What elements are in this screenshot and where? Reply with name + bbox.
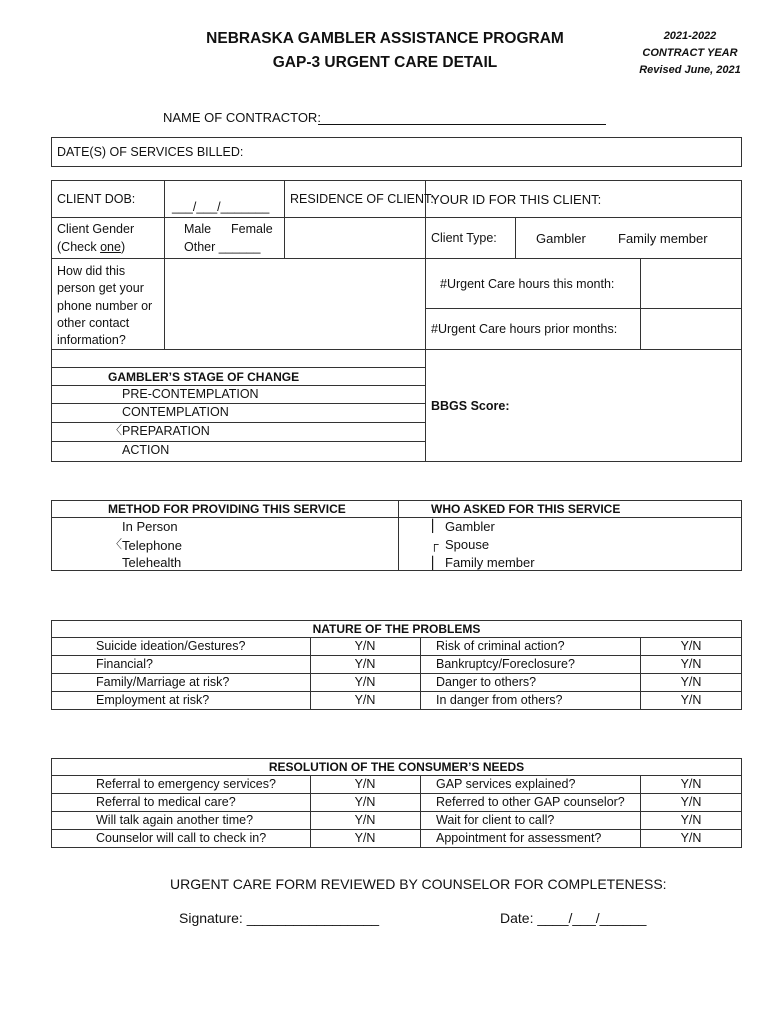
gender-option-other[interactable]: Other ______ (184, 240, 261, 254)
checkbox-icon[interactable]: 〈 (110, 423, 123, 437)
client-id-label: YOUR ID FOR THIS CLIENT: (431, 192, 602, 207)
gender-option-male[interactable]: Male (184, 222, 212, 236)
problem-right-label: In danger from others? (436, 693, 563, 707)
problem-right-label: Bankruptcy/Foreclosure? (436, 657, 575, 671)
method-in-person[interactable]: In Person (122, 519, 178, 534)
problems-title: NATURE OF THE PROBLEMS (312, 622, 481, 636)
contact-source-label: How did this person get your phone number or other contact information? (57, 264, 153, 348)
yn-field[interactable]: Y/N (680, 813, 702, 827)
resolution-right-label: Referred to other GAP counselor? (436, 795, 625, 809)
yn-field[interactable]: Y/N (680, 777, 702, 791)
problem-left-label: Financial? (96, 657, 153, 671)
resolution-title: RESOLUTION OF THE CONSUMER’S NEEDS (268, 760, 525, 774)
who-gambler[interactable]: Gambler (445, 519, 495, 534)
yn-field[interactable]: Y/N (354, 639, 376, 653)
method-telehealth[interactable]: Telehealth (122, 555, 182, 570)
dates-billed-label: DATE(S) OF SERVICES BILLED: (57, 145, 244, 159)
who-asked-title: WHO ASKED FOR THIS SERVICE (431, 502, 621, 516)
resolution-left-label: Referral to medical care? (96, 795, 236, 809)
problem-left-label: Suicide ideation/Gestures? (96, 639, 246, 653)
client-type-family[interactable]: Family member (618, 231, 708, 246)
form-title: NEBRASKA GAMBLER ASSISTANCE PROGRAM (206, 30, 564, 47)
who-spouse[interactable]: Spouse (445, 537, 490, 552)
signature-field[interactable]: Signature: _________________ (179, 910, 380, 926)
yn-field[interactable]: Y/N (354, 693, 376, 707)
client-gender-label: Client Gender (57, 222, 135, 236)
problem-right-label: Risk of criminal action? (436, 639, 565, 653)
yn-field[interactable]: Y/N (680, 693, 702, 707)
bbgs-score-label: BBGS Score: (431, 399, 510, 413)
method-telephone[interactable]: Telephone (122, 538, 182, 553)
yn-field[interactable]: Y/N (680, 831, 702, 845)
yn-field[interactable]: Y/N (680, 675, 702, 689)
yn-field[interactable]: Y/N (354, 675, 376, 689)
client-dob-field[interactable]: ___/___/_______ (172, 200, 270, 214)
contractor-input-line[interactable] (318, 124, 606, 125)
problem-right-label: Danger to others? (436, 675, 537, 689)
client-gender-hint: (Check one) (57, 240, 126, 254)
date-field[interactable]: Date: ____/___/______ (500, 910, 647, 926)
stage-precontemplation[interactable]: PRE-CONTEMPLATION (122, 387, 259, 401)
hours-prior-label: #Urgent Care hours prior months: (431, 322, 618, 336)
resolution-right-label: Appointment for assessment? (436, 831, 602, 845)
yn-field[interactable]: Y/N (354, 777, 376, 791)
resolution-left-label: Referral to emergency services? (96, 777, 276, 791)
review-statement: URGENT CARE FORM REVIEWED BY COUNSELOR FOR COMPLETENESS: (170, 876, 667, 892)
residence-label: RESIDENCE OF CLIENT: (290, 192, 434, 206)
client-type-gambler[interactable]: Gambler (536, 231, 586, 246)
contract-label: CONTRACT YEAR (642, 47, 738, 59)
problem-left-label: Family/Marriage at risk? (96, 675, 230, 689)
revised-date: Revised June, 2021 (639, 64, 741, 76)
client-dob-label: CLIENT DOB: (57, 192, 136, 206)
stage-preparation[interactable]: PREPARATION (122, 424, 210, 438)
resolution-left-label: Counselor will call to check in? (96, 831, 267, 845)
yn-field[interactable]: Y/N (680, 657, 702, 671)
contractor-label: NAME OF CONTRACTOR: (163, 110, 321, 125)
client-type-label: Client Type: (431, 231, 497, 245)
stage-action[interactable]: ACTION (122, 443, 170, 457)
resolution-right-label: Wait for client to call? (436, 813, 555, 827)
stage-contemplation[interactable]: CONTEMPLATION (122, 405, 229, 419)
checkbox-icon[interactable]: ⎢ (431, 519, 437, 533)
yn-field[interactable]: Y/N (354, 813, 376, 827)
form-subtitle: GAP-3 URGENT CARE DETAIL (272, 54, 498, 71)
checkbox-icon[interactable]: ┌ (430, 537, 439, 551)
hours-this-month-label: #Urgent Care hours this month: (440, 277, 615, 291)
who-family[interactable]: Family member (445, 555, 535, 570)
contract-year: 2021-2022 (663, 30, 717, 42)
method-title: METHOD FOR PROVIDING THIS SERVICE (108, 502, 346, 516)
checkbox-icon[interactable]: 〈 (110, 537, 123, 551)
yn-field[interactable]: Y/N (680, 795, 702, 809)
yn-field[interactable]: Y/N (680, 639, 702, 653)
yn-field[interactable]: Y/N (354, 657, 376, 671)
gender-option-female[interactable]: Female (231, 222, 273, 236)
yn-field[interactable]: Y/N (354, 795, 376, 809)
stage-of-change-title: GAMBLER’S STAGE OF CHANGE (108, 370, 300, 384)
resolution-left-label: Will talk again another time? (96, 813, 254, 827)
yn-field[interactable]: Y/N (354, 831, 376, 845)
problem-left-label: Employment at risk? (96, 693, 210, 707)
resolution-right-label: GAP services explained? (436, 777, 576, 791)
checkbox-icon[interactable]: ⎢ (431, 556, 437, 570)
